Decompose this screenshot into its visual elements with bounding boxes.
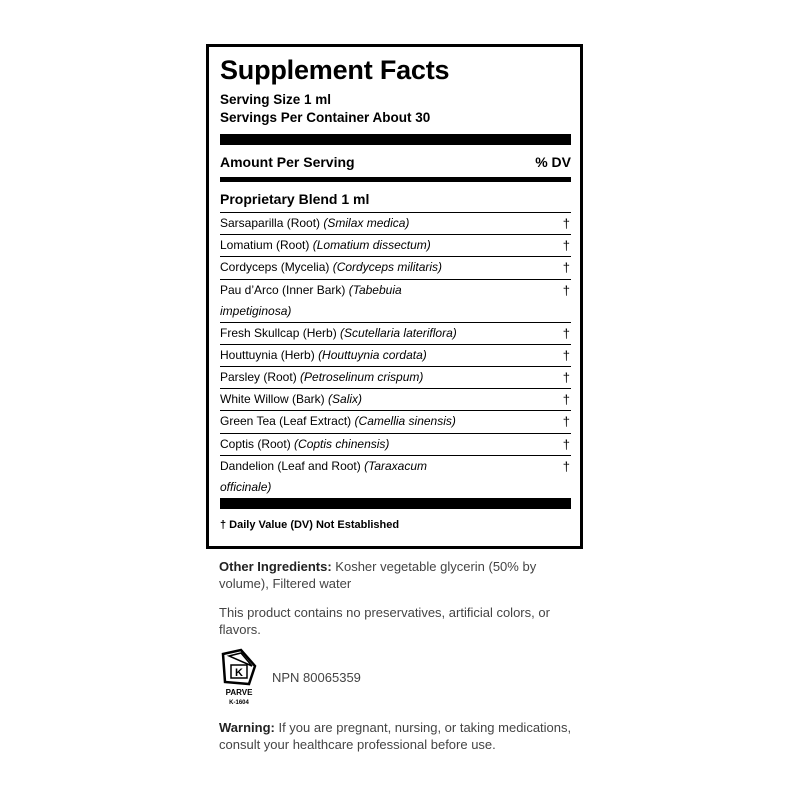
dv-dagger: †	[562, 392, 570, 408]
ingredient-common-name: Houttuynia (Herb)	[220, 347, 315, 362]
ingredient-common-name: Fresh Skullcap (Herb)	[220, 325, 337, 340]
no-preservatives-note: This product contains no preservatives, artificial colors, or flavors.	[219, 605, 550, 637]
ingredient-common-name: Coptis (Root)	[220, 436, 291, 451]
ingredient-latin-name: (Camellia sinensis)	[354, 414, 456, 429]
parve-text: PARVE	[225, 688, 253, 697]
dv-dagger: †	[562, 282, 570, 298]
ingredient-row	[220, 455, 571, 498]
ingredient-name	[220, 389, 556, 410]
ingredient-latin-name: (Lomatium dissectum)	[312, 238, 431, 253]
dv-dagger: †	[562, 458, 570, 474]
ingredient-common-name: Pau d’Arco (Inner Bark)	[220, 282, 346, 297]
svg-text:K: K	[235, 667, 243, 679]
ingredient-latin-name: (Taraxacum	[364, 458, 428, 473]
ingredient-name	[220, 257, 556, 278]
ingredient-common-name: White Willow (Bark)	[220, 392, 325, 407]
npn-number: NPN 80065359	[272, 670, 361, 685]
ingredient-common-name: Dandelion (Leaf and Root)	[220, 458, 361, 473]
kosher-code: K-1604	[229, 700, 249, 706]
dv-dagger: †	[562, 325, 570, 341]
ingredient-latin-name-cont: impetiginosa)	[220, 303, 292, 318]
amount-per-serving-label: Amount Per Serving	[220, 154, 355, 170]
ingredient-common-name: Parsley (Root)	[220, 370, 297, 385]
divider-medium	[220, 177, 571, 182]
supplement-facts-panel	[206, 44, 583, 549]
dv-footnote: † Daily Value (DV) Not Established	[220, 518, 400, 531]
ingredient-latin-name: (Salix)	[328, 392, 363, 407]
ingredient-latin-name: (Tabebuia	[348, 282, 402, 297]
facts-title: Supplement Facts	[220, 55, 450, 85]
dv-dagger: †	[562, 414, 570, 430]
ingredient-common-name: Cordyceps (Mycelia)	[220, 260, 330, 275]
ingredient-name	[220, 434, 556, 455]
ingredient-common-name: Lomatium (Root)	[220, 238, 310, 253]
warning-label: Warning:	[219, 720, 275, 735]
ingredient-common-name: Green Tea (Leaf Extract)	[220, 414, 352, 429]
other-ingredients-label: Other Ingredients:	[219, 559, 332, 574]
ingredient-row	[220, 234, 571, 256]
ingredient-row	[220, 433, 571, 455]
ingredient-common-name: Sarsaparilla (Root)	[220, 216, 321, 230]
ingredient-latin-name: (Smilax medica)	[323, 216, 410, 230]
ingredient-latin-name: (Coptis chinensis)	[294, 436, 390, 451]
kosher-k-symbol-icon	[219, 648, 259, 706]
ingredient-latin-name: (Houttuynia cordata)	[318, 347, 427, 362]
serving-size: Serving Size 1 ml	[220, 92, 332, 107]
ingredient-name	[220, 345, 556, 366]
amount-header	[220, 153, 571, 171]
ingredient-row	[220, 388, 571, 410]
dv-dagger: †	[562, 347, 570, 363]
ingredient-name	[220, 235, 556, 256]
ingredient-row	[220, 256, 571, 278]
ingredient-row	[220, 410, 571, 432]
other-ingredients	[219, 559, 579, 592]
ingredient-name	[220, 411, 556, 432]
ingredient-latin-name-cont: officinale)	[220, 479, 272, 494]
dv-dagger: †	[562, 370, 570, 386]
ingredient-list	[220, 212, 571, 498]
ingredient-row	[220, 344, 571, 366]
dv-dagger: †	[562, 260, 570, 276]
ingredient-latin-name: (Petroselinum crispum)	[300, 370, 424, 385]
ingredient-latin-name: (Cordyceps militaris)	[332, 260, 443, 275]
divider-thick	[220, 134, 571, 145]
ingredient-name	[220, 280, 556, 322]
warning	[219, 720, 579, 753]
warning-text: If you are pregnant, nursing, or taking medications, consult your healthcare professional before use.	[219, 720, 572, 752]
ingredient-row	[220, 322, 571, 344]
divider-bottom	[220, 498, 571, 509]
servings-per-container: Servings Per Container About 30	[220, 110, 431, 125]
proprietary-blend: Proprietary Blend 1 ml	[220, 191, 370, 207]
ingredient-row	[220, 212, 571, 234]
other-ingredients-text: Kosher vegetable glycerin (50% by volume), Filtered water	[219, 559, 537, 591]
dv-dagger: †	[562, 436, 570, 452]
ingredient-row	[220, 366, 571, 388]
ingredient-name	[220, 323, 556, 344]
dv-header: % DV	[535, 154, 571, 170]
ingredient-name	[220, 367, 556, 388]
dv-dagger: †	[562, 216, 570, 231]
ingredient-latin-name: (Scutellaria lateriflora)	[340, 325, 457, 340]
ingredient-row	[220, 279, 571, 322]
dv-dagger: †	[562, 238, 570, 254]
ingredient-name	[220, 456, 556, 498]
ingredient-name	[220, 213, 556, 234]
